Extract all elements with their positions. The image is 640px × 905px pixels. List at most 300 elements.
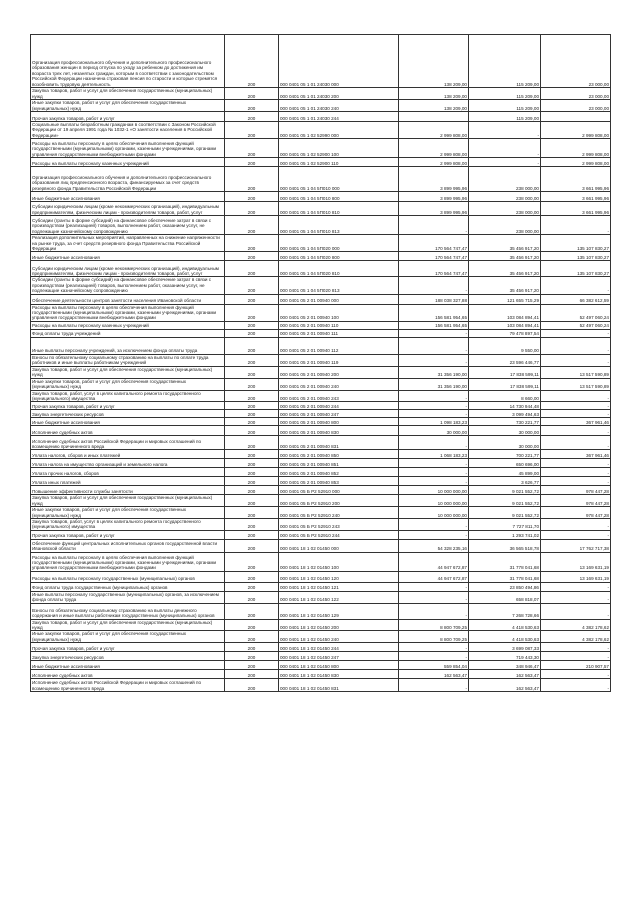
row-unexecuted-amount-cell: 135 107 830,27 [541,252,611,261]
table-row [31,158,611,167]
row-unexecuted-amount-cell: - [541,216,611,235]
row-approved-amount-cell: 44 947 672,87 [399,552,469,571]
row-approved-amount-cell: 1 098 183,23 [399,418,469,426]
row-line-code-cell: 200 [225,436,279,450]
row-line-code-cell: 200 [225,518,279,530]
row-name-cell: Субсидии (гранты в форме субсидий) на финансовое обеспечение затрат в связи с производством (реализацией) товаров, выполнением работ, оказанием услуг, не подлежащие казначейскому сопровождению [31,277,225,294]
row-approved-amount-cell: 31 356 190,00 [399,366,469,378]
row-budget-class-code-cell: 000 0401 05 2 01 00940 240 [279,378,399,390]
row-budget-class-code-cell: 000 0401 05 2 01 00940 243 [279,390,399,402]
row-name-cell: Прочая закупка товаров, работ и услуг [31,643,225,652]
row-approved-amount-cell: 170 564 747,47 [399,261,469,277]
table-row [31,426,611,436]
row-line-code-cell: 200 [225,337,279,354]
row-budget-class-code-cell: 000 0401 05 1 04 5П010 800 [279,192,399,202]
row-line-code-cell: 200 [225,378,279,390]
row-executed-amount-cell: 1 293 741,02 [469,530,541,539]
row-approved-amount-cell: - [399,390,469,402]
row-executed-amount-cell: 3 626,77 [469,477,541,486]
row-approved-amount-cell: 2 999 808,00 [399,158,469,167]
row-line-code-cell: 200 [225,679,279,692]
row-executed-amount-cell: 162 563,47 [469,670,541,679]
row-executed-amount-cell: 121 655 715,29 [469,294,541,304]
table-row [31,167,611,192]
row-budget-class-code-cell: 000 0401 18 1 02 01450 831 [279,679,399,692]
row-name-cell: Закупка товаров, работ и услуг для обеспечения государственных (муниципальных) нужд [31,366,225,378]
row-budget-class-code-cell: 000 0401 18 1 02 01450 830 [279,670,399,679]
row-unexecuted-amount-cell: 2 999 808,00 [541,158,611,167]
row-name-cell: Закупка товаров, работ, услуг в целях капитального ремонта государственного (муниципального) имущества [31,518,225,530]
table-row [31,366,611,378]
row-line-code-cell: 200 [225,354,279,366]
row-approved-amount-cell: 31 356 190,00 [399,378,469,390]
row-unexecuted-amount-cell: - [541,337,611,354]
row-line-code-cell: 200 [225,366,279,378]
row-unexecuted-amount-cell: 135 107 830,27 [541,261,611,277]
row-executed-amount-cell: 17 838 599,11 [469,378,541,390]
row-line-code-cell: 200 [225,112,279,122]
row-budget-class-code-cell: 000 0401 05 2 01 00940 852 [279,468,399,477]
row-name-cell: Субсидии (гранты в форме субсидий) на финансовое обеспечение затрат в связи с производством (реализацией) товаров, выполнением работ, оказанием услуг, не подлежащие казначейскому сопровождению [31,216,225,235]
row-executed-amount-cell: - [469,139,541,158]
table-row [31,418,611,426]
row-line-code-cell: 200 [225,459,279,468]
table-row [31,591,611,603]
row-unexecuted-amount-cell: - [541,582,611,591]
row-line-code-cell: 200 [225,402,279,410]
row-budget-class-code-cell: 000 0401 05 2 01 00940 800 [279,418,399,426]
row-name-cell: Иные закупки товаров, работ и услуг для обеспечения государственных (муниципальных) нужд [31,100,225,112]
row-executed-amount-cell: 238 000,00 [469,192,541,202]
row-unexecuted-amount-cell: 52 497 060,24 [541,304,611,321]
row-approved-amount-cell: 10 000 000,00 [399,495,469,507]
row-line-code-cell: 200 [225,539,279,552]
row-approved-amount-cell: 156 581 954,65 [399,304,469,321]
row-budget-class-code-cell: 000 0401 18 1 02 01450 122 [279,591,399,603]
row-budget-class-code-cell: 000 0401 05 2 01 00940 200 [279,366,399,378]
table-row [31,652,611,661]
row-name-cell: Закупка энергетических ресурсов [31,652,225,661]
table-row [31,670,611,679]
table-row [31,277,611,294]
row-approved-amount-cell [399,112,469,122]
row-budget-class-code-cell: 000 0401 05 2 01 00940 100 [279,304,399,321]
row-budget-class-code-cell: 000 0401 05 Б Р2 52910 244 [279,530,399,539]
row-approved-amount-cell: 54 328 235,16 [399,539,469,552]
table-row [31,304,611,321]
row-name-cell: Исполнение судебных актов [31,426,225,436]
row-executed-amount-cell: 3 699 087,33 [469,643,541,652]
table-row [31,321,611,329]
row-executed-amount-cell: 719 443,30 [469,652,541,661]
row-unexecuted-amount-cell: 4 382 178,62 [541,631,611,643]
table-row [31,202,611,216]
row-line-code-cell: 200 [225,321,279,329]
row-approved-amount-cell: 10 000 000,00 [399,486,469,495]
row-approved-amount-cell: 10 000 000,00 [399,507,469,519]
row-budget-class-code-cell: 000 0401 05 1 04 5П010 810 [279,202,399,216]
row-approved-amount-cell: 162 563,47 [399,670,469,679]
row-name-cell: Иные бюджетные ассигнования [31,418,225,426]
row-budget-class-code-cell: 000 0401 05 2 01 00940 850 [279,450,399,459]
row-approved-amount-cell: - [399,459,469,468]
row-executed-amount-cell: 730 221,77 [469,418,541,426]
row-budget-class-code-cell: 000 0401 05 2 01 00940 119 [279,354,399,366]
row-line-code-cell: 200 [225,35,279,88]
row-name-cell: Расходы на выплаты персоналу в целях обеспечения выполнения функций государственными (муниципальными) органами, казенными учреждениями, органами управления государственными внебюджетными фондами [31,139,225,158]
row-executed-amount-cell: 658 818,07 [469,591,541,603]
row-approved-amount-cell: - [399,652,469,661]
row-budget-class-code-cell: 000 0401 05 1 02 52900 100 [279,139,399,158]
table-row [31,643,611,652]
table-row [31,582,611,591]
row-unexecuted-amount-cell: 13 169 631,19 [541,552,611,571]
row-approved-amount-cell: - [399,530,469,539]
row-budget-class-code-cell: 000 0401 05 1 01 24030 200 [279,88,399,100]
row-executed-amount-cell: 31 778 041,68 [469,571,541,582]
row-executed-amount-cell: 9 021 552,72 [469,486,541,495]
row-unexecuted-amount-cell: 13 169 631,19 [541,571,611,582]
row-unexecuted-amount-cell: - [541,530,611,539]
row-line-code-cell: 200 [225,304,279,321]
row-executed-amount-cell: 103 084 894,41 [469,321,541,329]
row-executed-amount-cell: 79 478 897,54 [469,329,541,337]
row-name-cell: Закупка товаров, работ и услуг для обеспечения государственных (муниципальных) нужд [31,495,225,507]
row-unexecuted-amount-cell: - [541,402,611,410]
row-executed-amount-cell: 115 209,00 [469,100,541,112]
table-row [31,619,611,631]
row-name-cell: Прочая закупка товаров, работ и услуг [31,530,225,539]
row-line-code-cell: 200 [225,495,279,507]
row-name-cell: Расходы на выплаты персоналу казенных учреждений [31,321,225,329]
row-approved-amount-cell: - [399,277,469,294]
row-name-cell: Уплата налогов, сборов и иных платежей [31,450,225,459]
row-executed-amount-cell: 4 418 530,63 [469,619,541,631]
table-row [31,35,611,88]
row-name-cell: Расходы на выплаты персоналу в целях обеспечения выполнения функций государственными (муниципальными) органами, казенными учреждениями, органами управления государственными внебюджетными фондами [31,304,225,321]
row-unexecuted-amount-cell: 2 999 808,00 [541,139,611,158]
row-executed-amount-cell: - [469,122,541,139]
row-line-code-cell: 200 [225,261,279,277]
row-approved-amount-cell: - [399,591,469,603]
row-line-code-cell: 200 [225,294,279,304]
row-line-code-cell: 200 [225,277,279,294]
table-row [31,192,611,202]
row-budget-class-code-cell: 000 0401 05 2 01 00940 831 [279,436,399,450]
row-line-code-cell: 200 [225,192,279,202]
row-name-cell: Фонд оплаты труда учреждений [31,329,225,337]
row-approved-amount-cell: - [399,468,469,477]
table-row [31,390,611,402]
row-budget-class-code-cell: 000 0401 18 1 02 01450 244 [279,643,399,652]
row-name-cell: Обеспечение деятельности центров занятости населения Ивановской области [31,294,225,304]
row-executed-amount-cell: 30 000,00 [469,436,541,450]
row-budget-class-code-cell: 000 0401 05 1 04 5П020 800 [279,252,399,261]
row-budget-class-code-cell: 000 0401 05 1 01 24030 240 [279,100,399,112]
row-unexecuted-amount-cell: - [541,426,611,436]
row-budget-class-code-cell: 000 0401 05 1 04 5П010 000 [279,167,399,192]
row-unexecuted-amount-cell: - [541,591,611,603]
row-executed-amount-cell: 103 084 894,41 [469,304,541,321]
row-unexecuted-amount-cell: - [541,390,611,402]
row-unexecuted-amount-cell: 23 000,00 [541,100,611,112]
row-unexecuted-amount-cell: 52 497 060,24 [541,321,611,329]
row-name-cell: Закупка энергетических ресурсов [31,410,225,418]
table-row [31,378,611,390]
row-name-cell: Фонд оплаты труда государственных (муниципальных) органов [31,582,225,591]
row-executed-amount-cell: 238 000,00 [469,216,541,235]
table-row [31,571,611,582]
table-row [31,139,611,158]
row-name-cell: Уплата иных платежей [31,477,225,486]
row-approved-amount-cell: 8 800 709,25 [399,631,469,643]
row-name-cell: Организация профессионального обучения и дополнительного профессионального образования лиц предпенсионного возраста, финансируемых за счет средств резервного фонда Правительства Российской Федерации [31,167,225,192]
row-budget-class-code-cell: 000 0401 05 2 01 00940 851 [279,459,399,468]
row-budget-class-code-cell: 000 0401 05 1 02 52900 110 [279,158,399,167]
row-unexecuted-amount-cell: - [541,459,611,468]
row-name-cell: Повышение эффективности службы занятости [31,486,225,495]
row-unexecuted-amount-cell: 978 447,28 [541,495,611,507]
row-executed-amount-cell: 650 696,00 [469,459,541,468]
table-row [31,112,611,122]
row-unexecuted-amount-cell: 3 661 995,96 [541,167,611,192]
table-row [31,539,611,552]
row-executed-amount-cell: 23 596 446,77 [469,354,541,366]
row-approved-amount-cell: - [399,518,469,530]
table-row [31,468,611,477]
row-unexecuted-amount-cell: - [541,679,611,692]
row-budget-class-code-cell: 000 0401 18 1 02 01450 200 [279,619,399,631]
row-approved-amount-cell: 138 209,00 [399,88,469,100]
row-line-code-cell: 200 [225,670,279,679]
row-unexecuted-amount-cell: 367 961,46 [541,418,611,426]
row-executed-amount-cell: 238 000,00 [469,202,541,216]
row-line-code-cell: 200 [225,88,279,100]
row-unexecuted-amount-cell: - [541,410,611,418]
row-line-code-cell: 200 [225,631,279,643]
row-approved-amount-cell: - [399,679,469,692]
row-unexecuted-amount-cell: 367 961,46 [541,450,611,459]
row-name-cell: Иные бюджетные ассигнования [31,192,225,202]
row-name-cell: Социальные выплаты безработным гражданам в соответствии с Законом Российской Федерации от 19 апреля 1991 года № 1032-1 «О занятости населения в Российской Федерации» [31,122,225,139]
row-budget-class-code-cell: 000 0401 18 1 02 01450 247 [279,652,399,661]
budget-execution-table [30,34,611,692]
row-line-code-cell: 200 [225,100,279,112]
row-unexecuted-amount-cell: - [541,652,611,661]
row-line-code-cell: 200 [225,582,279,591]
row-approved-amount-cell: 3 899 995,96 [399,202,469,216]
table-row [31,122,611,139]
row-approved-amount-cell: - [399,354,469,366]
table-row [31,631,611,643]
row-name-cell: Субсидии юридическим лицам (кроме некоммерческих организаций), индивидуальным предпринимателям, физическим лицам - производителям товаров, работ, услуг [31,202,225,216]
row-line-code-cell: 200 [225,571,279,582]
row-name-cell: Иные выплаты персоналу учреждений, за исключением фонда оплаты труда [31,337,225,354]
row-executed-amount-cell: 7 727 811,70 [469,518,541,530]
table-row [31,495,611,507]
row-name-cell: Исполнение судебных актов Российской Федерации и мировых соглашений по возмещению причиненного вреда [31,679,225,692]
row-executed-amount-cell: 7 268 728,66 [469,603,541,619]
row-unexecuted-amount-cell: 66 382 612,59 [541,294,611,304]
row-executed-amount-cell: 238 000,00 [469,167,541,192]
table-row [31,436,611,450]
row-line-code-cell: 200 [225,552,279,571]
table-row [31,100,611,112]
row-executed-amount-cell: 35 456 917,20 [469,277,541,294]
table-body [31,35,611,692]
row-unexecuted-amount-cell: 13 517 590,89 [541,366,611,378]
row-approved-amount-cell: - [399,643,469,652]
row-budget-class-code-cell: 000 0401 18 1 02 01450 121 [279,582,399,591]
row-unexecuted-amount-cell: - [541,329,611,337]
row-budget-class-code-cell: 000 0401 18 1 02 01450 240 [279,631,399,643]
row-line-code-cell: 200 [225,450,279,459]
row-budget-class-code-cell: 000 0401 05 1 04 5П010 813 [279,216,399,235]
row-name-cell: Иные закупки товаров, работ и услуг для обеспечения государственных (муниципальных) нужд [31,631,225,643]
row-executed-amount-cell: 348 946,47 [469,661,541,670]
row-executed-amount-cell: - [469,158,541,167]
row-unexecuted-amount-cell: 978 447,28 [541,507,611,519]
row-name-cell: Иные бюджетные ассигнования [31,661,225,670]
row-executed-amount-cell: 115 209,00 [469,112,541,122]
row-name-cell: Обеспечение функций центральных исполнительных органов государственной власти Ивановской области [31,539,225,552]
row-approved-amount-cell: - [399,216,469,235]
row-executed-amount-cell: 4 418 530,63 [469,631,541,643]
row-name-cell: Закупка товаров, работ и услуг для обеспечения государственных (муниципальных) нужд [31,619,225,631]
table-row [31,354,611,366]
row-line-code-cell: 200 [225,139,279,158]
row-budget-class-code-cell: 000 0401 18 1 02 01450 120 [279,571,399,582]
row-budget-class-code-cell: 000 0401 05 2 01 00940 244 [279,402,399,410]
row-line-code-cell: 200 [225,158,279,167]
row-budget-class-code-cell: 000 0401 05 2 01 00940 112 [279,337,399,354]
table-row [31,410,611,418]
row-name-cell: Уплата прочих налогов, сборов [31,468,225,477]
table-row [31,552,611,571]
row-approved-amount-cell: 170 564 747,47 [399,235,469,252]
row-executed-amount-cell: 162 563,47 [469,679,541,692]
row-approved-amount-cell: 156 581 954,65 [399,321,469,329]
row-name-cell: Взносы по обязательному социальному страхованию на выплаты денежного содержания и иные выплаты работникам государственных (муниципальных) органов [31,603,225,619]
row-line-code-cell: 200 [225,235,279,252]
row-line-code-cell: 200 [225,652,279,661]
row-executed-amount-cell: 36 565 518,78 [469,539,541,552]
row-name-cell: Прочая закупка товаров, работ и услуг [31,402,225,410]
row-name-cell: Исполнение судебных актов [31,670,225,679]
row-approved-amount-cell: 2 999 808,00 [399,122,469,139]
row-approved-amount-cell: 138 209,00 [399,100,469,112]
row-name-cell: Иные бюджетные ассигнования [31,252,225,261]
row-approved-amount-cell: 8 800 709,25 [399,619,469,631]
row-line-code-cell: 200 [225,486,279,495]
table-row [31,679,611,692]
row-unexecuted-amount-cell: 4 382 178,62 [541,619,611,631]
row-line-code-cell: 200 [225,619,279,631]
row-unexecuted-amount-cell: 978 447,28 [541,486,611,495]
row-unexecuted-amount-cell: 210 907,57 [541,661,611,670]
row-budget-class-code-cell: 000 0401 18 1 02 01450 000 [279,539,399,552]
row-line-code-cell: 200 [225,410,279,418]
row-approved-amount-cell: - [399,402,469,410]
table-row [31,337,611,354]
table-row [31,402,611,410]
row-unexecuted-amount-cell: - [541,468,611,477]
row-line-code-cell: 200 [225,329,279,337]
row-executed-amount-cell: 45 899,00 [469,468,541,477]
row-budget-class-code-cell: 000 0401 05 2 01 00940 853 [279,477,399,486]
row-executed-amount-cell: 3 099 494,63 [469,410,541,418]
row-executed-amount-cell: 115 209,00 [469,88,541,100]
row-approved-amount-cell: 30 000,00 [399,426,469,436]
row-executed-amount-cell: 31 778 041,68 [469,552,541,571]
row-executed-amount-cell: 115 209,00 [469,35,541,88]
table-row [31,252,611,261]
row-unexecuted-amount-cell: 23 000,00 [541,35,611,88]
row-line-code-cell: 200 [225,507,279,519]
row-approved-amount-cell: - [399,582,469,591]
table-row [31,603,611,619]
table-row [31,459,611,468]
row-name-cell: Иные закупки товаров, работ и услуг для обеспечения государственных (муниципальных) нужд [31,378,225,390]
row-executed-amount-cell: 9 550,00 [469,337,541,354]
row-budget-class-code-cell: 000 0401 05 1 04 5П020 813 [279,277,399,294]
row-line-code-cell: 200 [225,390,279,402]
row-budget-class-code-cell: 000 0401 05 2 01 00940 111 [279,329,399,337]
row-executed-amount-cell: 35 456 917,20 [469,261,541,277]
row-budget-class-code-cell: 000 0401 05 Б Р2 52910 200 [279,495,399,507]
row-name-cell: Иные выплаты персоналу государственных (муниципальных) органов, за исключением фонда оплаты труда [31,591,225,603]
row-name-cell: Закупка товаров, работ, услуг в целях капитального ремонта государственного (муниципального) имущества [31,390,225,402]
row-budget-class-code-cell: 000 0401 05 2 01 00940 000 [279,294,399,304]
row-approved-amount-cell: 44 947 672,87 [399,571,469,582]
table-row [31,507,611,519]
row-line-code-cell: 200 [225,643,279,652]
row-budget-class-code-cell: 000 0401 05 1 01 24030 000 [279,35,399,88]
row-name-cell: Уплата налога на имущество организаций и земельного налога [31,459,225,468]
row-line-code-cell: 200 [225,418,279,426]
row-name-cell: Расходы на выплаты персоналу казенных учреждений [31,158,225,167]
table-row [31,294,611,304]
row-unexecuted-amount-cell [541,112,611,122]
row-unexecuted-amount-cell: 17 762 717,38 [541,539,611,552]
row-line-code-cell: 200 [225,252,279,261]
row-executed-amount-cell: 9 021 552,72 [469,495,541,507]
row-approved-amount-cell: 188 038 327,88 [399,294,469,304]
table-row [31,450,611,459]
row-executed-amount-cell: 23 850 494,86 [469,582,541,591]
row-line-code-cell: 200 [225,591,279,603]
row-unexecuted-amount-cell: 3 661 995,96 [541,192,611,202]
row-approved-amount-cell: - [399,436,469,450]
row-executed-amount-cell: 700 221,77 [469,450,541,459]
row-approved-amount-cell: - [399,477,469,486]
row-budget-class-code-cell: 000 0401 05 1 02 52990 000 [279,122,399,139]
row-budget-class-code-cell: 000 0401 18 1 02 01450 129 [279,603,399,619]
row-budget-class-code-cell: 000 0401 18 1 02 01450 800 [279,661,399,670]
row-name-cell: Закупка товаров, работ и услуг для обеспечения государственных (муниципальных) нужд [31,88,225,100]
row-unexecuted-amount-cell: 3 661 995,96 [541,202,611,216]
row-executed-amount-cell: 30 000,00 [469,426,541,436]
row-approved-amount-cell: - [399,337,469,354]
row-approved-amount-cell: - [399,603,469,619]
row-approved-amount-cell: 3 899 995,96 [399,192,469,202]
row-approved-amount-cell: 559 854,04 [399,661,469,670]
row-budget-class-code-cell: 000 0401 05 Б Р2 52910 240 [279,507,399,519]
row-executed-amount-cell: 8 660,00 [469,390,541,402]
table-row [31,235,611,252]
row-budget-class-code-cell: 000 0401 05 2 01 00940 247 [279,410,399,418]
row-line-code-cell: 200 [225,530,279,539]
